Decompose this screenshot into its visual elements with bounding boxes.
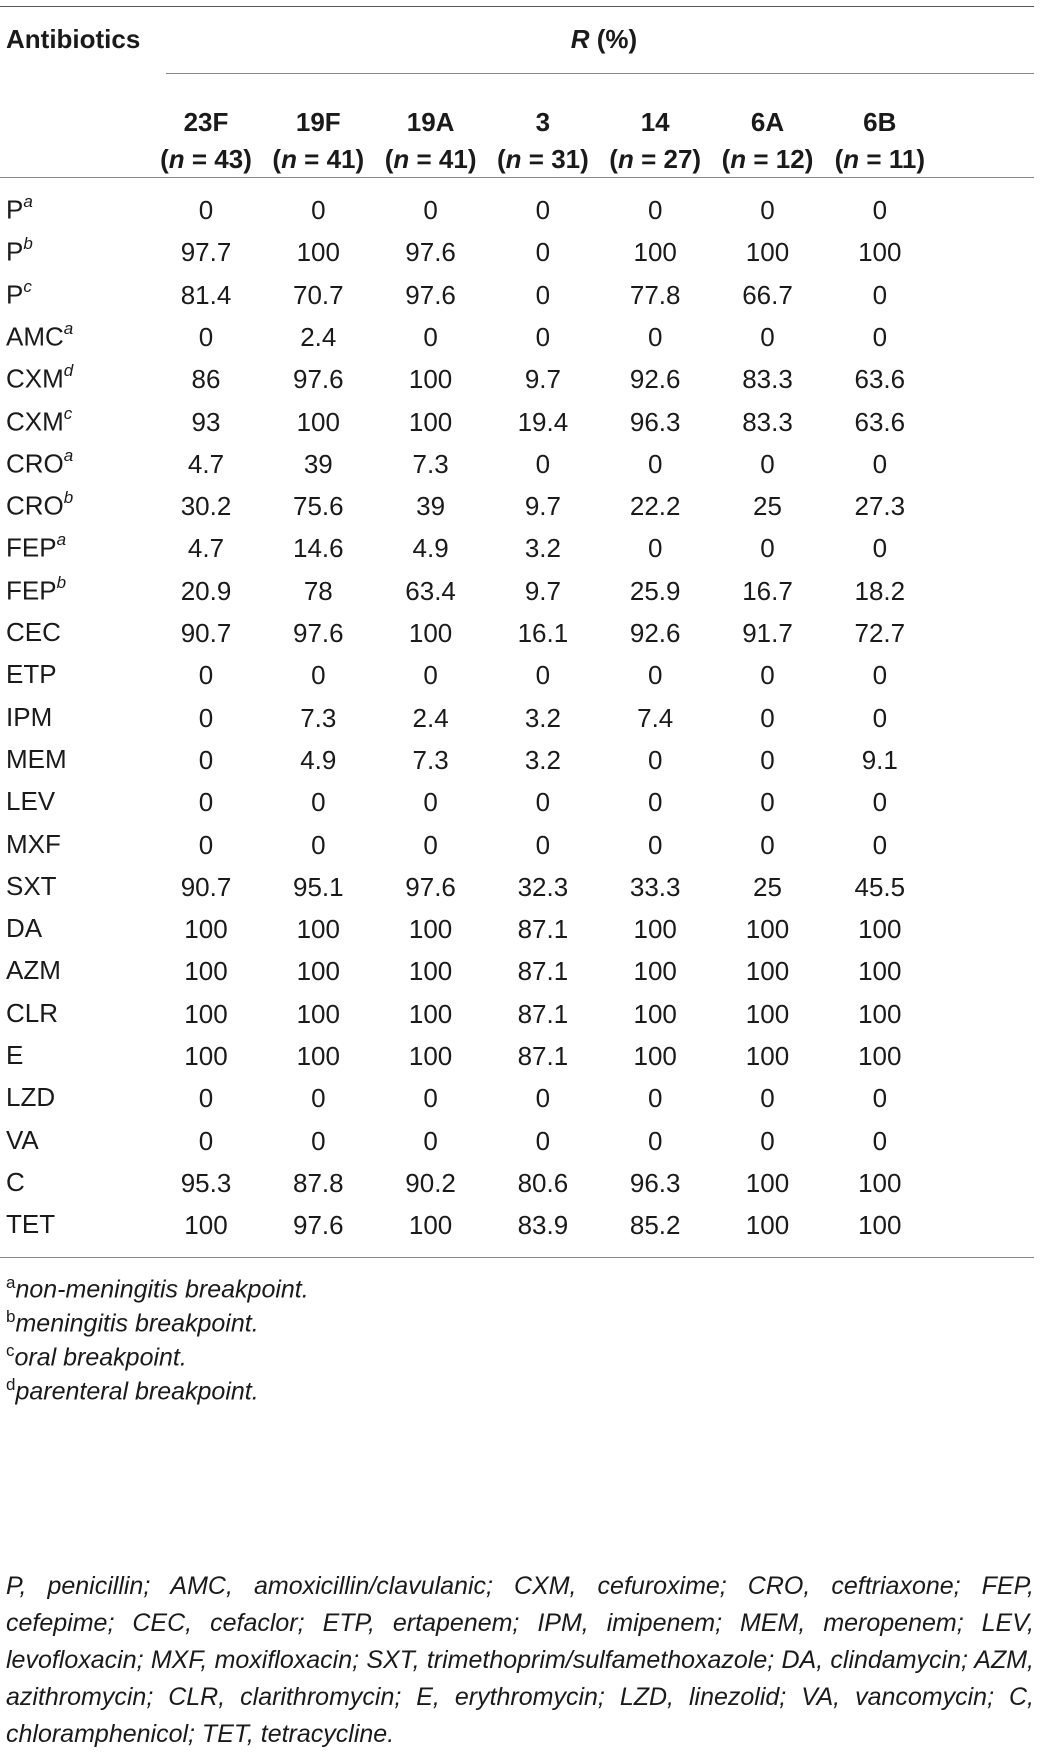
- footnote-marker: c: [6, 1341, 15, 1360]
- resistance-value: 85.2: [629, 1210, 681, 1241]
- resistance-value: 100: [408, 1210, 453, 1241]
- resistance-value: 39: [416, 491, 446, 522]
- footnote-text: oral breakpoint.: [14, 1343, 187, 1372]
- resistance-value: 87.8: [292, 1167, 344, 1198]
- resistance-value: 0: [198, 321, 214, 352]
- resistance-value: 87.1: [517, 914, 569, 945]
- table-row: [0, 186, 1034, 233]
- resistance-value: 0: [535, 195, 551, 225]
- breakpoint-marker: b: [63, 488, 74, 508]
- resistance-value: 0: [535, 237, 551, 268]
- resistance-value: 70.7: [292, 279, 344, 310]
- serotype-label: 19A: [406, 107, 455, 137]
- resistance-value: 100: [184, 1041, 228, 1071]
- resistance-value: 0: [647, 787, 663, 818]
- resistance-value: 100: [745, 998, 790, 1029]
- table-row: [0, 398, 1034, 445]
- table-row: [0, 482, 1034, 529]
- resistance-value: 63.6: [854, 364, 906, 395]
- antibiotic-abbr: LEV: [6, 786, 56, 817]
- resistance-value: 100: [745, 1210, 790, 1241]
- resistance-value: 81.4: [180, 279, 232, 310]
- antibiotic-label: [6, 236, 33, 268]
- footnote: [6, 1366, 1034, 1410]
- antibiotic-label: [6, 490, 73, 522]
- resistance-value: 2.4: [412, 702, 449, 733]
- sample-size-label: (n = 31): [496, 144, 589, 174]
- antibiotic-label: [6, 363, 73, 395]
- resistance-value: 100: [858, 237, 902, 268]
- resistance-value: 9.7: [524, 491, 561, 522]
- antibiotic-label: [6, 276, 32, 311]
- resistance-value: 83.3: [742, 364, 793, 395]
- footnote-marker: b: [6, 1307, 16, 1326]
- resistance-value: 0: [872, 279, 888, 310]
- antibiotic-abbr: MEM: [6, 743, 67, 774]
- breakpoint-marker: b: [56, 572, 67, 592]
- resistance-value: 9.7: [524, 575, 561, 606]
- resistance-value: 0: [872, 448, 888, 479]
- resistance-value: 0: [535, 660, 551, 691]
- resistance-value: 0: [872, 1083, 888, 1114]
- resistance-value: 3.2: [524, 702, 561, 733]
- resistance-value: 4.7: [187, 448, 225, 479]
- table-row: [0, 271, 1034, 318]
- antibiotic-abbr: FEP: [6, 533, 57, 564]
- resistance-value: 0: [760, 533, 775, 564]
- resistance-value: 27.3: [854, 491, 906, 522]
- resistance-value: 0: [760, 321, 775, 352]
- antibiotic-label: [6, 998, 58, 1029]
- resistance-value: 0: [535, 321, 551, 352]
- resistance-value: 0: [872, 829, 888, 860]
- resistance-value: 100: [633, 1041, 677, 1071]
- resistance-value: 3.2: [524, 744, 561, 775]
- column-header: [706, 104, 830, 178]
- resistance-value: 0: [311, 1083, 326, 1114]
- bottom-rule: [0, 1257, 1034, 1258]
- resistance-value: 0: [535, 448, 551, 479]
- table-row: [0, 651, 1034, 698]
- resistance-value: 100: [408, 618, 453, 648]
- breakpoint-marker: d: [63, 361, 74, 381]
- antibiotic-abbr: CXM: [6, 406, 64, 437]
- breakpoint-marker: b: [23, 234, 33, 254]
- antibiotic-label: [6, 318, 74, 353]
- antibiotic-abbr: CEC: [6, 617, 61, 647]
- resistance-value: 87.1: [517, 956, 569, 987]
- antibiotic-label: [6, 1209, 55, 1240]
- table-row: [0, 1074, 1034, 1121]
- resistance-value: 0: [760, 829, 775, 860]
- resistance-value: 0: [311, 829, 326, 860]
- resistance-value: 0: [760, 702, 775, 733]
- resistance-value: 100: [858, 914, 902, 945]
- resistance-value: 100: [296, 914, 340, 945]
- resistance-value: 97.6: [292, 618, 344, 648]
- resistance-value: 0: [872, 533, 888, 564]
- resistance-value: 97.6: [405, 871, 456, 902]
- column-header: [144, 104, 268, 178]
- resistance-value: 95.3: [180, 1167, 232, 1198]
- serotype-label: 6B: [863, 107, 897, 137]
- resistance-value: 0: [535, 1083, 551, 1114]
- resistance-value: 22.2: [629, 491, 681, 522]
- antibiotic-label: [6, 702, 52, 733]
- antibiotic-label: [6, 659, 57, 690]
- resistance-value: 4.7: [187, 533, 225, 564]
- resistance-value: 25: [753, 491, 782, 522]
- resistance-value: 0: [647, 195, 663, 225]
- resistance-value: 0: [760, 787, 775, 818]
- resistance-value: 19.4: [517, 406, 569, 437]
- resistance-value: 4.9: [412, 533, 449, 564]
- resistance-value: 0: [423, 1125, 438, 1156]
- resistance-value: 0: [647, 744, 663, 775]
- resistance-value: 0: [535, 1125, 551, 1156]
- antibiotic-label: [6, 1040, 23, 1071]
- resistance-value: 100: [858, 1167, 902, 1198]
- antibiotic-abbr: P: [6, 194, 24, 225]
- column-header: [369, 104, 493, 178]
- resistance-value: 0: [647, 660, 663, 691]
- resistance-value: 87.1: [517, 1041, 569, 1071]
- resistance-value: 90.7: [180, 871, 232, 902]
- resistance-value: 66.7: [742, 279, 793, 310]
- resistance-value: 83.9: [517, 1210, 569, 1241]
- resistance-value: 0: [311, 660, 326, 691]
- resistance-value: 0: [198, 744, 214, 775]
- resistance-value: 7.3: [412, 744, 449, 775]
- antibiotic-label: [6, 1125, 39, 1156]
- resistance-value: 97.6: [405, 237, 456, 268]
- antibiotic-label: [6, 572, 67, 607]
- resistance-value: 100: [296, 956, 340, 987]
- antibiotic-label: [6, 786, 55, 817]
- antibiotic-label: [6, 829, 61, 860]
- antibiotic-abbr: SXT: [6, 870, 57, 901]
- antibiotic-abbr: AMC: [6, 321, 64, 352]
- footnote-text: parenteral breakpoint.: [15, 1377, 259, 1406]
- resistance-value: 90.2: [405, 1167, 456, 1198]
- header-bottom-rule: [0, 177, 1034, 178]
- resistance-value: 0: [198, 702, 214, 733]
- resistance-value: 100: [408, 364, 453, 395]
- resistance-value: 0: [872, 787, 888, 818]
- sample-size-label: (n = 41): [272, 144, 365, 174]
- resistance-value: 25.9: [629, 575, 681, 606]
- antibiotic-abbr: CLR: [6, 997, 59, 1028]
- resistance-value: 0: [647, 1125, 663, 1156]
- antibiotic-label: [6, 194, 33, 226]
- antibiotic-abbr: IPM: [6, 701, 53, 732]
- antibiotics-header: Antibiotics: [6, 24, 141, 54]
- table-row: [0, 821, 1034, 868]
- resistance-value: 100: [745, 956, 790, 987]
- resistance-group-header: [174, 24, 1034, 55]
- resistance-value: 91.7: [742, 618, 793, 648]
- resistance-value: 0: [198, 1083, 214, 1114]
- resistance-value: 100: [296, 1041, 340, 1071]
- breakpoint-marker: c: [63, 403, 73, 423]
- resistance-value: 0: [760, 448, 775, 479]
- table-row: [0, 990, 1034, 1037]
- footnote-text: non-meningitis breakpoint.: [15, 1275, 309, 1304]
- resistance-value: 90.7: [180, 618, 232, 648]
- resistance-value: 0: [872, 195, 888, 225]
- resistance-value: 100: [296, 406, 340, 437]
- resistance-value: 39: [303, 448, 333, 479]
- antibiotic-abbr: DA: [6, 913, 43, 944]
- column-header: [593, 104, 717, 178]
- resistance-value: 78: [303, 575, 333, 606]
- antibiotic-abbr: CRO: [6, 490, 64, 521]
- resistance-value: 100: [184, 956, 228, 987]
- antibiotic-abbr: ETP: [6, 659, 57, 690]
- resistance-value: 72.7: [854, 618, 906, 648]
- sample-size-label: (n = 43): [160, 144, 252, 174]
- resistance-value: 3.2: [524, 533, 561, 564]
- resistance-value: 100: [408, 956, 453, 987]
- footnote-marker: d: [6, 1375, 16, 1394]
- footnote-marker: a: [6, 1273, 16, 1292]
- resistance-value: 100: [745, 1167, 790, 1198]
- resistance-value: 18.2: [854, 575, 906, 606]
- resistance-value: 0: [760, 1083, 775, 1114]
- antibiotic-label: [6, 955, 61, 986]
- column-header: [818, 104, 942, 178]
- resistance-value: 100: [858, 1210, 902, 1241]
- table-row: [0, 355, 1034, 402]
- resistance-value: 9.1: [861, 744, 898, 775]
- resistance-value: 63.4: [405, 575, 456, 606]
- serotype-label: 23F: [183, 107, 229, 137]
- resistance-value: 0: [198, 660, 214, 691]
- column-header: [481, 104, 605, 178]
- resistance-value: 0: [198, 787, 214, 818]
- resistance-value: 100: [184, 914, 228, 945]
- resistance-value: 87.1: [517, 998, 569, 1029]
- resistance-value: 0: [760, 744, 775, 775]
- resistance-value: 0: [198, 195, 214, 225]
- table-row: [0, 1159, 1034, 1206]
- table-row: [0, 694, 1034, 741]
- antibiotic-abbr: E: [6, 1040, 24, 1070]
- resistance-value: 92.6: [629, 618, 681, 648]
- resistance-value: 100: [296, 237, 340, 268]
- resistance-value: 0: [423, 321, 438, 352]
- resistance-value: 63.6: [854, 406, 906, 437]
- top-rule: [0, 6, 1034, 7]
- resistance-value: 0: [423, 660, 438, 691]
- antibiotic-label: [6, 445, 74, 480]
- table-row: [0, 440, 1034, 487]
- resistance-value: 100: [858, 1041, 902, 1071]
- resistance-value: 20.9: [180, 575, 232, 606]
- percent-unit: (%): [589, 24, 638, 54]
- resistance-value: 0: [311, 195, 326, 225]
- serotype-label: 3: [535, 107, 551, 137]
- antibiotic-label: [6, 617, 61, 648]
- resistance-value: 0: [423, 787, 438, 818]
- resistance-value: 25: [753, 871, 782, 902]
- table-row: [0, 567, 1034, 614]
- resistance-value: 100: [184, 1210, 228, 1241]
- resistance-value: 0: [198, 829, 214, 860]
- resistance-value: 0: [760, 1125, 775, 1156]
- resistance-value: 100: [184, 998, 228, 1029]
- sample-size-label: (n = 41): [384, 144, 477, 174]
- antibiotic-label: [6, 1082, 55, 1113]
- resistance-value: 86: [191, 364, 221, 395]
- resistance-value: 0: [647, 1083, 663, 1114]
- resistance-value: 0: [872, 1125, 888, 1156]
- resistance-value: 9.7: [524, 364, 561, 395]
- resistance-value: 75.6: [292, 491, 344, 522]
- resistance-value: 100: [296, 998, 340, 1029]
- antibiotic-abbr: AZM: [6, 955, 61, 986]
- resistance-value: 30.2: [180, 491, 232, 522]
- resistance-value: 0: [423, 195, 438, 225]
- resistance-value: 93: [191, 406, 221, 437]
- resistance-value: 100: [633, 237, 677, 268]
- antibiotic-label: [6, 913, 42, 944]
- abbreviation-note: P, penicillin; AMC, amoxicillin/clavulanic; CXM, cefuroxime; CRO, ceftriaxone; FEP, cefepime; CEC, cefaclor; ETP, ertapenem; IPM, imipenem; MEM, meropenem; LEV, levofloxacin; MXF, moxifloxacin; SXT, trimethoprim/sulfamethoxazole; DA, clindamycin; AZM, azithromycin; CLR, clarithromycin; E, erythromycin; LZD, linezolid; VA, vancomycin; C, chloramphenicol; TET, tetracycline.: [6, 1572, 1034, 1748]
- resistance-value: 45.5: [854, 871, 906, 902]
- table-row: [0, 1032, 1034, 1079]
- antibiotic-abbr: P: [6, 236, 24, 267]
- resistance-value: 97.6: [292, 1210, 344, 1241]
- resistance-value: 0: [198, 1125, 214, 1156]
- resistance-value: 32.3: [517, 871, 569, 902]
- resistance-value: 100: [633, 956, 677, 987]
- resistance-value: 0: [311, 787, 326, 818]
- resistance-value: 16.7: [742, 575, 793, 606]
- resistance-value: 0: [647, 321, 663, 352]
- resistance-value: 2.4: [300, 321, 337, 352]
- resistance-value: 100: [745, 1041, 790, 1071]
- breakpoint-marker: a: [23, 192, 33, 211]
- resistance-value: 100: [745, 237, 790, 268]
- column-header: [256, 104, 380, 178]
- antibiotic-label: [6, 403, 73, 438]
- table-row: [0, 905, 1034, 952]
- sample-size-label: (n = 11): [834, 144, 925, 174]
- table-row: [0, 524, 1034, 571]
- resistance-value: 33.3: [629, 871, 681, 902]
- resistance-value: 0: [647, 533, 663, 564]
- resistance-value: 97.6: [292, 364, 344, 395]
- resistance-value: 100: [633, 914, 677, 945]
- table-row: [0, 947, 1034, 994]
- antibiotic-abbr: VA: [6, 1124, 39, 1155]
- table-row: [0, 736, 1034, 783]
- resistance-value: 77.8: [629, 279, 681, 310]
- breakpoint-marker: c: [23, 276, 32, 296]
- resistance-value: 0: [872, 321, 888, 352]
- breakpoint-marker: a: [63, 445, 74, 465]
- resistance-value: 95.1: [292, 871, 344, 902]
- resistance-value: 0: [760, 195, 775, 225]
- resistance-value: 0: [311, 1125, 326, 1156]
- table-row: [0, 863, 1034, 910]
- antibiotic-label: [6, 1167, 25, 1198]
- resistance-value: 7.4: [637, 702, 674, 733]
- antibiotic-label: [6, 871, 57, 902]
- resistance-value: 83.3: [742, 406, 793, 437]
- resistance-value: 96.3: [629, 1167, 681, 1198]
- resistance-value: 0: [423, 1083, 438, 1114]
- resistance-value: 0: [535, 279, 551, 310]
- resistance-value: 80.6: [517, 1167, 569, 1198]
- antibiotic-abbr: MXF: [6, 828, 61, 859]
- resistance-value: 4.9: [300, 744, 337, 775]
- resistance-value: 0: [872, 702, 888, 733]
- resistance-value: 0: [535, 787, 551, 818]
- antibiotic-abbr: P: [6, 279, 24, 310]
- serotype-label: 14: [640, 107, 670, 137]
- resistance-value: 97.7: [180, 237, 232, 268]
- r-symbol: R: [570, 24, 590, 54]
- table-row: [0, 1117, 1034, 1164]
- resistance-value: 16.1: [517, 618, 569, 648]
- sample-size-label: (n = 27): [609, 144, 702, 174]
- resistance-value: 100: [408, 406, 453, 437]
- antibiotic-abbr: C: [6, 1166, 25, 1197]
- resistance-value: 100: [745, 914, 790, 945]
- resistance-value: 0: [872, 660, 888, 691]
- resistance-value: 7.3: [300, 702, 337, 733]
- group-rule: [166, 73, 1034, 74]
- resistance-value: 7.3: [412, 448, 449, 479]
- breakpoint-marker: a: [56, 530, 67, 550]
- sample-size-label: (n = 12): [721, 144, 814, 174]
- antibiotic-abbr: TET: [6, 1209, 56, 1240]
- resistance-value: 0: [647, 448, 663, 479]
- resistance-value: 0: [760, 660, 775, 691]
- serotype-label: 19F: [295, 107, 341, 137]
- table-row: [0, 313, 1034, 360]
- antibiotic-label: [6, 532, 66, 564]
- table-row: [0, 778, 1034, 825]
- resistance-value: 100: [858, 956, 902, 987]
- antibiotic-abbr: FEP: [6, 575, 57, 606]
- resistance-value: 100: [858, 998, 902, 1029]
- resistance-value: 100: [408, 998, 453, 1029]
- antibiotic-abbr: CXM: [6, 363, 64, 394]
- table-row: [0, 1201, 1034, 1248]
- breakpoint-marker: a: [63, 318, 74, 338]
- resistance-value: 0: [647, 829, 663, 860]
- resistance-value: 100: [633, 998, 677, 1029]
- antibiotic-abbr: CRO: [6, 448, 64, 479]
- footnote-text: meningitis breakpoint.: [15, 1309, 259, 1338]
- resistance-value: 100: [408, 1041, 453, 1071]
- resistance-value: 92.6: [629, 364, 681, 395]
- table-row: [0, 228, 1034, 275]
- antibiotic-label: [6, 744, 67, 775]
- resistance-value: 100: [408, 914, 453, 945]
- resistance-value: 0: [535, 829, 551, 860]
- resistance-value: 0: [423, 829, 438, 860]
- table-row: [0, 609, 1034, 656]
- serotype-label: 6A: [750, 107, 785, 137]
- resistance-value: 14.6: [292, 533, 344, 564]
- resistance-value: 96.3: [629, 406, 681, 437]
- resistance-value: 97.6: [405, 279, 456, 310]
- antibiotic-abbr: LZD: [6, 1082, 56, 1113]
